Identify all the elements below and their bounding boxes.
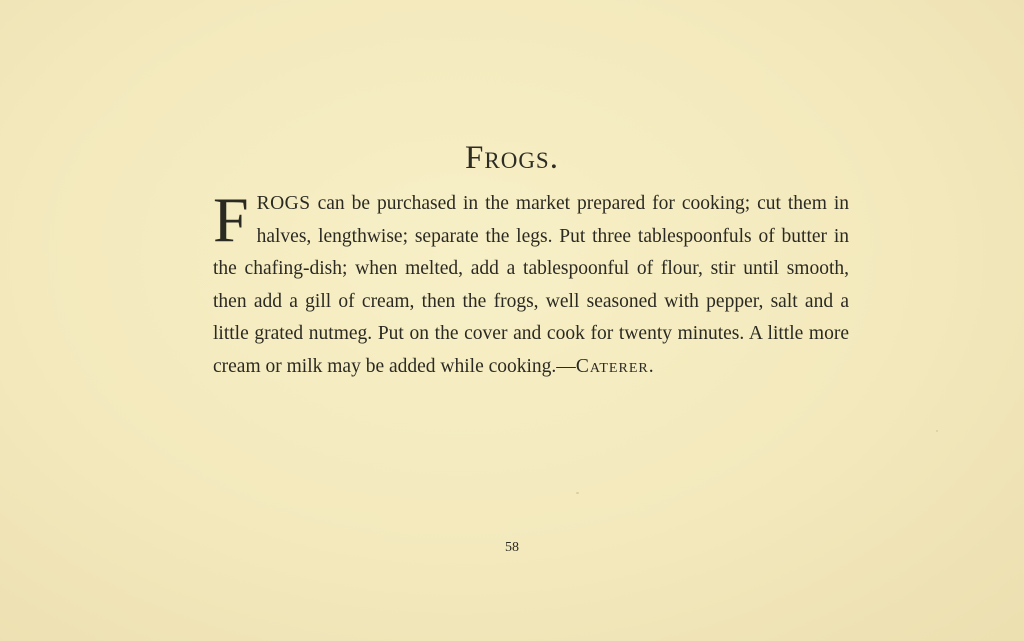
recipe-paragraph <box>213 184 849 384</box>
paper-speck <box>576 492 579 494</box>
paper-speck <box>936 430 938 432</box>
drop-cap: F <box>213 184 249 255</box>
page-number: 58 <box>505 540 519 555</box>
first-word: ROGS <box>256 193 311 214</box>
recipe-title: Frogs. <box>465 140 559 176</box>
paragraph-text: can be purchased in the market prepared for cooking; cut them in halves, lengthwise; separate the legs. Put three tablespoonfuls of butter in the chafing-dish; when melted, add a tablespoonful of flour, stir until smooth, then add a gill of cream, then the frogs, well seasoned with pepper, salt and a little grated nutmeg. Put on the cover and cook for twenty minutes. A little more cream or milk may be added while cooking.— <box>213 193 849 377</box>
source-signature: Caterer. <box>575 355 655 377</box>
